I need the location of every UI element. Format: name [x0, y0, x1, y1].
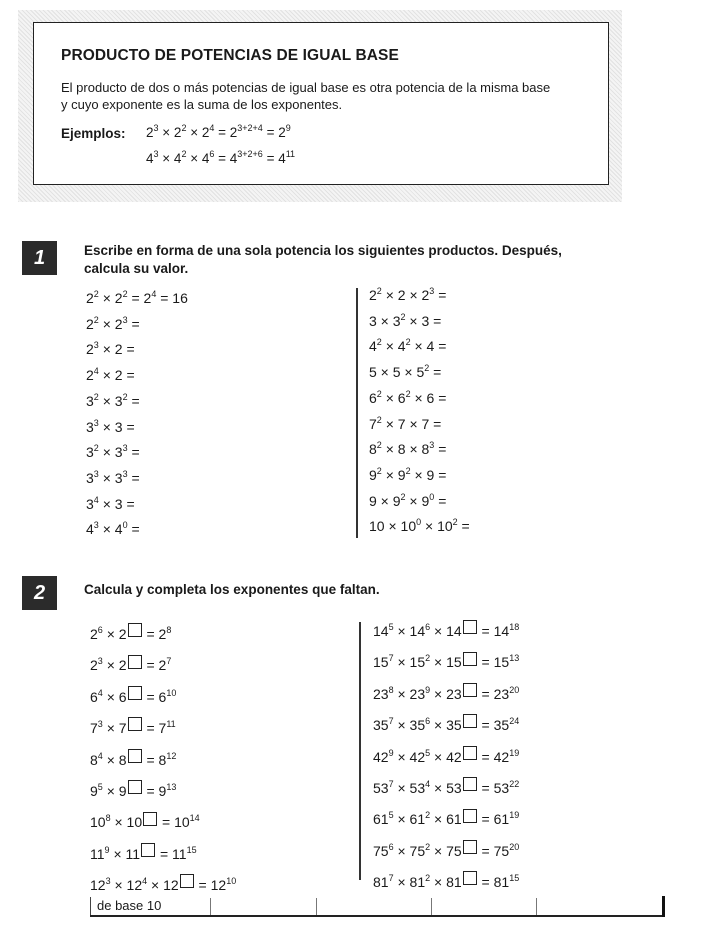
- exponent: 2: [425, 653, 431, 664]
- exponent: 12: [166, 750, 177, 761]
- exponent: 6: [97, 625, 103, 635]
- exponent: 2: [400, 491, 406, 502]
- exponent: 0: [429, 491, 435, 502]
- footer-tick: [536, 898, 537, 915]
- exponent: 11: [285, 149, 296, 159]
- exponent-answer-box[interactable]: [463, 777, 477, 791]
- exponent: 10: [166, 687, 177, 698]
- exponent: 2: [376, 388, 382, 399]
- exponent: 2: [181, 123, 187, 133]
- exponent: 2: [122, 289, 128, 299]
- exponent: 7: [388, 716, 394, 727]
- footer-tick: [316, 898, 317, 915]
- exponent: 0: [416, 517, 422, 528]
- exercise-item: $2^4 \times 2$ =: [86, 366, 135, 384]
- exercise-item: $81^7 \times 81^2 \times 81 = 81^{15}$: [373, 873, 520, 891]
- exponent: 20: [509, 684, 520, 695]
- exponent: 9: [388, 747, 394, 758]
- exponent: 7: [166, 656, 172, 667]
- exercise-item: $53^7 \times 53^4 \times 53 = 53^{22}$: [373, 779, 520, 796]
- exercise-2-instruction: Calcula y completa los exponentes que faltan.: [84, 582, 380, 597]
- exponent: 2: [93, 443, 99, 454]
- footer-border-left: [90, 897, 91, 916]
- exercise-item: $10 \times 10^0 \times 10^2$ =: [369, 517, 470, 535]
- exponent: 6: [425, 716, 431, 727]
- exponent: 2: [405, 337, 411, 348]
- exercise-item: $14^5 \times 14^6 \times 14 = 14^{18}$: [373, 622, 520, 639]
- exponent: 2: [93, 391, 99, 402]
- exercise-item: $4^3 \times 4^0$ =: [86, 520, 140, 538]
- exercise-item: $3^4 \times 3$ =: [86, 494, 135, 512]
- exponent-answer-box[interactable]: [141, 843, 155, 857]
- exponent: 4: [93, 366, 99, 377]
- exponent-answer-box[interactable]: [128, 780, 142, 794]
- example-line: $4^3 \times 4^2 \times 4^6 = 4^{3+2+6} = 4^{11}$: [146, 149, 296, 166]
- exponent: 3: [105, 876, 111, 887]
- exercise-item: $2^6 \times 2 = 2^8$: [90, 625, 172, 642]
- exponent: 22: [509, 779, 520, 789]
- exponent: 7: [388, 653, 394, 664]
- exponent: 14: [189, 813, 200, 824]
- exponent: 2: [181, 149, 187, 159]
- exercise-item: $35^7 \times 35^6 \times 35 = 35^{24}$: [373, 716, 520, 734]
- exponent: 3: [153, 123, 159, 133]
- exponent: 3: [97, 719, 103, 730]
- exponent: 8: [388, 684, 394, 695]
- exponent: 11: [166, 719, 176, 730]
- exponent: 2: [424, 363, 430, 374]
- exercise-item: $75^6 \times 75^2 \times 75 = 75^{20}$: [373, 841, 520, 859]
- rule-box: [33, 22, 609, 185]
- footer-tick: [431, 898, 432, 915]
- exercise-item: $10^8 \times 10 = 10^{14}$: [90, 813, 200, 831]
- exercise-item: $6^4 \times 6 = 6^{10}$: [90, 687, 177, 705]
- rule-text-line-1: El producto de dos o más potencias de igual base es otra potencia de la misma base: [61, 80, 551, 95]
- exponent: 3: [429, 440, 435, 451]
- exponent: 3: [93, 520, 99, 531]
- exercise-item: $9 \times 9^2 \times 9^0$ =: [369, 491, 447, 509]
- exponent: 3: [93, 468, 99, 479]
- exercise-item: $11^9 \times 11 = 11^{15}$: [90, 844, 197, 862]
- column-divider: [359, 622, 361, 880]
- exponent: 2: [93, 314, 99, 325]
- exercise-item: $3^3 \times 3$ =: [86, 417, 135, 435]
- exponent: 2: [122, 391, 128, 402]
- exponent: 2: [93, 289, 99, 299]
- exponent: 6: [209, 149, 215, 159]
- exercise-item: $9^2 \times 9^2 \times 9$ =: [369, 465, 447, 483]
- exponent-answer-box[interactable]: [463, 652, 477, 666]
- exponent-answer-box[interactable]: [143, 812, 157, 826]
- exponent-answer-box[interactable]: [463, 871, 477, 885]
- exponent-answer-box[interactable]: [463, 809, 477, 823]
- exercise-item: $3^2 \times 3^2$ =: [86, 391, 140, 409]
- exercise-item: $42^9 \times 42^5 \times 42 = 42^{19}$: [373, 747, 520, 765]
- exponent: 3: [122, 314, 128, 325]
- exercise-item: $61^5 \times 61^2 \times 61 = 61^{19}$: [373, 810, 520, 828]
- exponent: 18: [509, 622, 520, 632]
- exponent: 9: [425, 684, 431, 695]
- exponent: 2: [400, 311, 406, 322]
- exponent: 9: [104, 844, 110, 855]
- exponent: 9: [285, 123, 291, 133]
- exercise-item: $6^2 \times 6^2 \times 6$ =: [369, 388, 447, 406]
- exponent: 2: [405, 465, 411, 476]
- exponent: 19: [509, 747, 520, 758]
- exponent: 3: [93, 340, 99, 351]
- instruction-line-1: Escribe en forma de una sola potencia los siguientes productos. Después,: [84, 243, 562, 258]
- examples-label: Ejemplos:: [61, 126, 126, 141]
- exponent: 24: [509, 716, 520, 727]
- exponent: 3: [429, 286, 435, 296]
- exponent: 3: [97, 656, 103, 667]
- exponent: 7: [388, 779, 394, 789]
- exponent: 2: [376, 286, 382, 296]
- exponent: 15: [186, 844, 197, 855]
- exponent: 10: [226, 876, 237, 887]
- exponent-answer-box[interactable]: [463, 683, 477, 697]
- exercise-item: $9^5 \times 9 = 9^{13}$: [90, 782, 177, 799]
- exercise-item: $3 \times 3^2 \times 3$ =: [369, 311, 442, 329]
- exponent-answer-box[interactable]: [463, 620, 477, 634]
- exponent: 4: [97, 750, 103, 761]
- exercise-item: $7^2 \times 7 \times 7$ =: [369, 414, 442, 432]
- exponent: 3+2+6: [237, 149, 263, 159]
- exponent: 2: [376, 337, 382, 348]
- exercise-item: $7^3 \times 7 = 7^{11}$: [90, 719, 176, 737]
- exercise-item: $4^2 \times 4^2 \times 4$ =: [369, 337, 447, 355]
- exponent: 20: [509, 841, 520, 852]
- exercise-number-badge: 1: [22, 241, 57, 275]
- exponent: 2: [405, 388, 411, 399]
- exponent: 8: [105, 813, 111, 824]
- exponent: 8: [166, 625, 172, 635]
- exponent: 5: [425, 747, 431, 758]
- exercise-item: $2^2 \times 2^3$ =: [86, 314, 140, 332]
- exponent: 4: [209, 123, 215, 133]
- exponent: 5: [388, 622, 394, 632]
- exercise-item: $12^3 \times 12^4 \times 12 = 12^{10}$: [90, 876, 237, 894]
- exercise-item: $2^3 \times 2$ =: [86, 340, 135, 358]
- exponent: 7: [388, 873, 394, 884]
- footer-tick: [210, 898, 211, 915]
- exercise-item: $8^4 \times 8 = 8^{12}$: [90, 750, 177, 768]
- exponent: 3: [93, 417, 99, 428]
- exercise-item: $3^3 \times 3^3$ =: [86, 468, 140, 486]
- exercise-item: $2^3 \times 2 = 2^7$: [90, 656, 172, 674]
- exercise-item: $15^7 \times 15^2 \times 15 = 15^{13}$: [373, 653, 520, 671]
- rule-text: [61, 79, 591, 113]
- exponent: 2: [376, 414, 382, 425]
- exponent: 6: [425, 622, 431, 632]
- column-divider: [356, 288, 358, 538]
- exponent: 2: [425, 873, 431, 884]
- footer-border-right: [662, 896, 665, 917]
- exercise-item: $2^2 \times 2 \times 2^3$ =: [369, 286, 447, 303]
- example-line: $2^3 \times 2^2 \times 2^4 = 2^{3+2+4} = 2^9$: [146, 123, 291, 140]
- exponent-answer-box[interactable]: [463, 746, 477, 760]
- exponent: 2: [376, 440, 382, 451]
- exponent-answer-box[interactable]: [128, 686, 142, 700]
- exponent: 3+2+4: [237, 123, 263, 133]
- exponent: 19: [509, 810, 520, 821]
- exponent-answer-box[interactable]: [180, 874, 194, 888]
- exponent-answer-box[interactable]: [463, 714, 477, 728]
- instruction-line-2: calcula su valor.: [84, 261, 189, 276]
- exponent-answer-box[interactable]: [463, 840, 477, 854]
- exponent-answer-box[interactable]: [128, 717, 142, 731]
- exponent-answer-box[interactable]: [128, 623, 142, 637]
- exercise-item: $23^8 \times 23^9 \times 23 = 23^{20}$: [373, 684, 520, 702]
- exponent: 4: [97, 687, 103, 698]
- exercise-item: $5 \times 5 \times 5^2$ =: [369, 363, 442, 381]
- exponent: 0: [122, 520, 128, 531]
- exponent: 2: [425, 810, 431, 821]
- exponent: 3: [122, 468, 128, 479]
- exponent: 2: [425, 841, 431, 852]
- footer-border-bottom: [90, 915, 664, 917]
- exponent: 15: [509, 873, 520, 884]
- footer-label: de base 10: [97, 898, 162, 913]
- exponent: 4: [425, 779, 431, 789]
- exponent: 4: [142, 876, 148, 887]
- exponent: 13: [166, 782, 177, 792]
- exponent: 3: [122, 443, 128, 454]
- exponent: 4: [93, 494, 99, 505]
- exponent-answer-box[interactable]: [128, 655, 142, 669]
- exponent: 2: [452, 517, 458, 528]
- exponent: 3: [153, 149, 159, 159]
- exponent: 5: [97, 782, 103, 792]
- exponent: 4: [151, 289, 157, 299]
- exponent: 5: [388, 810, 394, 821]
- exponent: 2: [376, 465, 382, 476]
- exponent: 6: [388, 841, 394, 852]
- exercise-item: $3^2 \times 3^3$ =: [86, 443, 140, 461]
- exercise-item: $2^2 \times 2^2 = 2^4 = 16$: [86, 289, 188, 306]
- exercise-1-instruction: [84, 242, 624, 278]
- exponent: 13: [509, 653, 520, 664]
- rule-title: PRODUCTO DE POTENCIAS DE IGUAL BASE: [61, 47, 399, 64]
- rule-text-line-2: y cuyo exponente es la suma de los exponentes.: [61, 97, 343, 112]
- exercise-item: $8^2 \times 8 \times 8^3$ =: [369, 440, 447, 458]
- exercise-number-badge: 2: [22, 576, 57, 610]
- exponent-answer-box[interactable]: [128, 749, 142, 763]
